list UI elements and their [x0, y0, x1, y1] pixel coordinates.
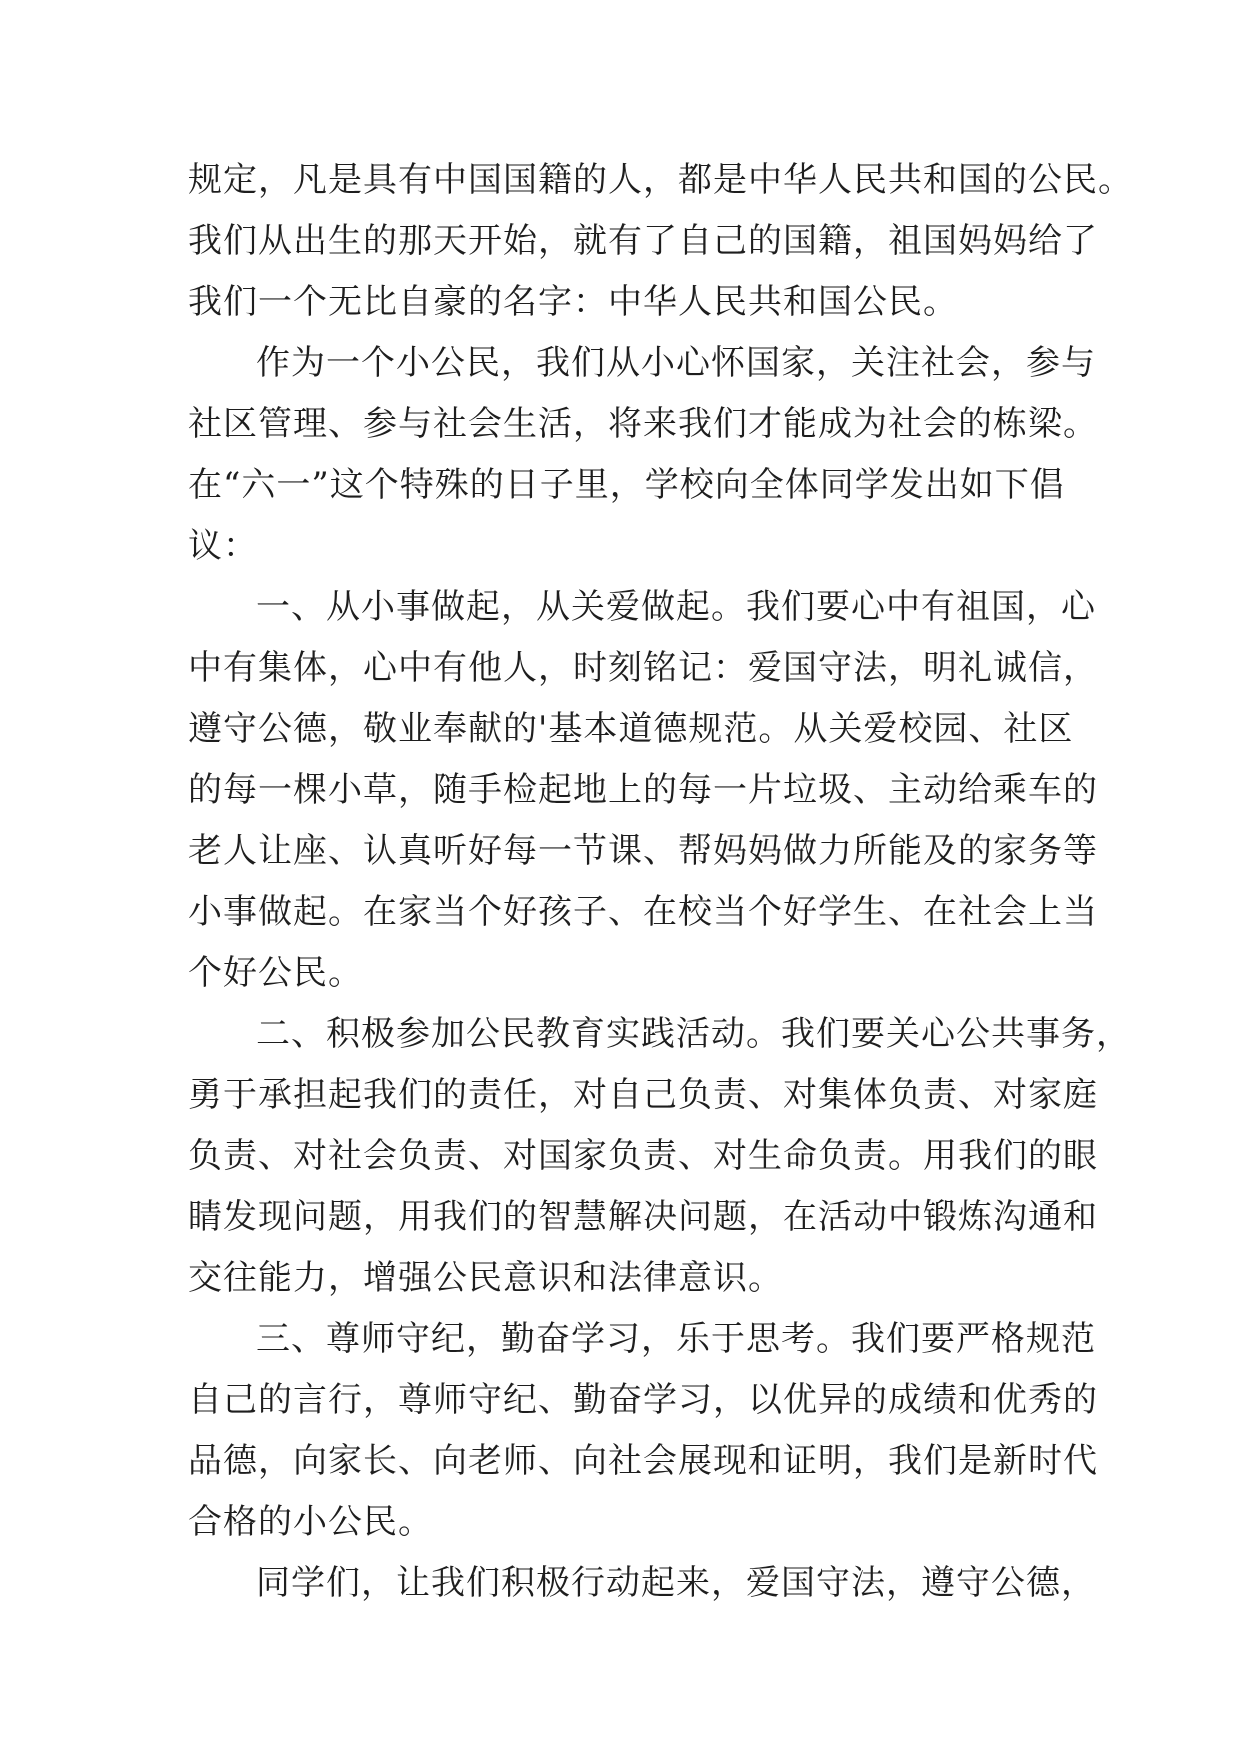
text-line: 负责、对社会负责、对国家负责、对生命负责。用我们的眼: [188, 1136, 1098, 1176]
text-line: 老人让座、认真听好每一节课、帮妈妈做力所能及的家务等: [188, 831, 1098, 871]
text-line: 社区管理、参与社会生活，将来我们才能成为社会的栋梁。: [188, 404, 1098, 444]
text-line: 勇于承担起我们的责任，对自己负责、对集体负责、对家庭: [188, 1075, 1098, 1115]
text-line: 遵守公德，敬业奉献的'基本道德规范。从关爱校园、社区: [188, 709, 1074, 749]
text-line: 品德，向家长、向老师、向社会展现和证明，我们是新时代: [188, 1441, 1098, 1481]
text-line: 交往能力，增强公民意识和法律意识。: [188, 1258, 783, 1298]
text-line: 睛发现问题，用我们的智慧解决问题，在活动中锻炼沟通和: [188, 1197, 1098, 1237]
text-line: 个好公民。: [188, 953, 363, 993]
text-line: 二、积极参加公民教育实践活动。我们要关心公共事务，: [256, 1014, 1131, 1054]
document-page: [188, 150, 1133, 1614]
text-line: 我们从出生的那天开始，就有了自己的国籍，祖国妈妈给了: [188, 221, 1098, 261]
text-line: 小事做起。在家当个好孩子、在校当个好学生、在社会上当: [188, 892, 1098, 932]
text-line: 规定，凡是具有中国国籍的人，都是中华人民共和国的公民。: [188, 160, 1133, 200]
text-line: 合格的小公民。: [188, 1502, 433, 1542]
text-line: 我们一个无比自豪的名字：中华人民共和国公民。: [188, 282, 958, 322]
text-line: 作为一个小公民，我们从小心怀国家，关注社会，参与: [256, 343, 1096, 383]
text-line: 三、尊师守纪，勤奋学习，乐于思考。我们要严格规范: [256, 1319, 1096, 1359]
text-line: 中有集体，心中有他人，时刻铭记：爱国守法，明礼诚信，: [188, 648, 1098, 688]
text-line: 议：: [188, 526, 258, 566]
text-line: 的每一棵小草，随手检起地上的每一片垃圾、主动给乘车的: [188, 770, 1098, 810]
text-line: 自己的言行，尊师守纪、勤奋学习，以优异的成绩和优秀的: [188, 1380, 1098, 1420]
text-line: 在“六一”这个特殊的日子里，学校向全体同学发出如下倡: [188, 465, 1065, 505]
text-line: 同学们，让我们积极行动起来，爱国守法，遵守公德，: [256, 1563, 1096, 1603]
text-line: 一、从小事做起，从关爱做起。我们要心中有祖国，心: [256, 587, 1096, 627]
